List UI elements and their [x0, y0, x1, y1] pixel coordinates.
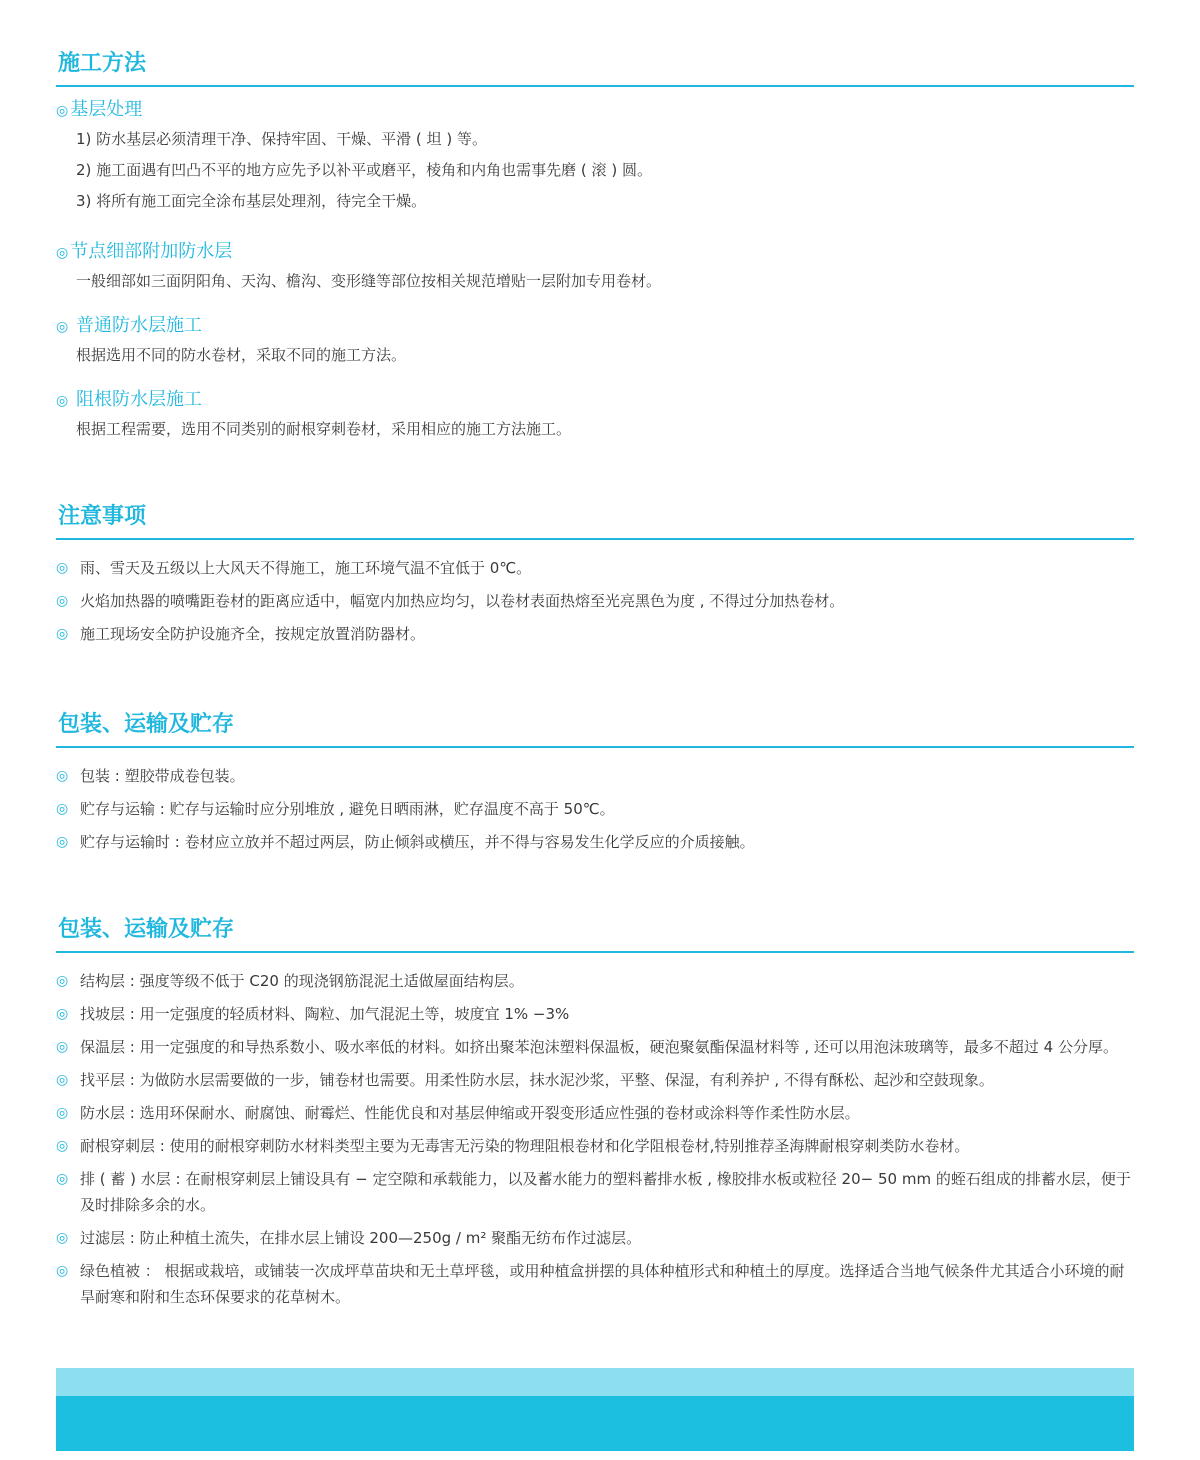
- circle-marker-icon: ◎: [56, 801, 69, 817]
- circle-marker-icon: ◎: [56, 319, 69, 335]
- circle-marker-icon: ◎: [56, 1072, 69, 1088]
- paragraph-line: 1) 防水基层必须清理干净、保持牢固、干燥、平滑 ( 坦 ) 等。: [76, 130, 487, 148]
- section-packing-storage: [56, 705, 1134, 855]
- circle-marker-icon: ◎: [56, 626, 69, 642]
- list-item: ◎ 贮存与运输时 : 卷材应立放并不超过两层，防止倾斜或横压，并不得与容易发生化学反应的介质接触。: [56, 829, 1134, 855]
- list-item: ◎ 火焰加热器的喷嘴距卷材的距离应适中，幅宽内加热应均匀，以卷材表面热熔至光亮黑色为度 , 不得过分加热卷材。: [56, 588, 1134, 614]
- paragraph-line: 根据工程需要，选用不同类别的耐根穿刺卷材，采用相应的施工方法施工。: [76, 420, 572, 438]
- list-item: ◎ 防水层 : 选用环保耐水、耐腐蚀、耐霉烂、性能优良和对基层伸缩或开裂变形适应性强的卷材或涂料等作柔性防水层。: [56, 1100, 1134, 1126]
- list-item: ◎ 找平层 : 为做防水层需要做的一步，铺卷材也需要。用柔性防水层，抹水泥沙浆，平整、保湿，有利养护 , 不得有酥松、起沙和空鼓现象。: [56, 1067, 1134, 1093]
- footer-band-light: [56, 1368, 1134, 1396]
- section-precautions: [56, 497, 1134, 647]
- list-item: ◎ 耐根穿刺层 : 使用的耐根穿刺防水材料类型主要为无毒害无污染的物理阻根卷材和化学阻根卷材,特别推荐圣海牌耐根穿刺类防水卷材。: [56, 1133, 1134, 1159]
- circle-marker-icon: ◎: [56, 1006, 69, 1022]
- section-title: 包装、运输及贮存: [58, 917, 235, 942]
- list-item: ◎ 找坡层 : 用一定强度的轻质材料、陶粒、加气混泥土等，坡度宜 1% −3%: [56, 1001, 1134, 1027]
- circle-marker-icon: ◎: [56, 593, 69, 609]
- list-item: ◎ 包装 : 塑胶带成卷包装。: [56, 763, 1134, 789]
- circle-marker-icon: ◎: [56, 768, 69, 784]
- list-item: ◎ 保温层 : 用一定强度的和导热系数小、吸水率低的材料。如挤出聚苯泡沫塑料保温板，硬泡聚氨酯保温材料等 , 还可以用泡沫玻璃等，最多不超过 4 公分厚。: [56, 1034, 1134, 1060]
- section-title: 包装、运输及贮存: [58, 712, 235, 737]
- circle-marker-icon: ◎: [56, 834, 69, 850]
- circle-marker-icon: ◎: [56, 1105, 69, 1121]
- list-item: ◎ 过滤层 : 防止种植土流失，在排水层上铺设 200—250g / m² 聚酯无纺布作过滤层。: [56, 1225, 1134, 1251]
- footer-band-dark: [56, 1396, 1134, 1451]
- list-item: ◎ 结构层 : 强度等级不低于 C20 的现浇钢筋混泥土适做屋面结构层。: [56, 968, 1134, 994]
- list-item: ◎ 施工现场安全防护设施齐全，按规定放置消防器材。: [56, 621, 1134, 647]
- circle-marker-icon: ◎: [56, 103, 69, 119]
- subsection-title: ◎ 基层处理: [56, 99, 143, 120]
- circle-marker-icon: ◎: [56, 973, 69, 989]
- circle-marker-icon: ◎: [56, 1230, 69, 1246]
- section-divider: [56, 85, 1134, 87]
- paragraph-line: 一般细部如三面阴阳角、天沟、檐沟、变形缝等部位按相关规范增贴一层附加专用卷材。: [76, 272, 662, 290]
- list-item: ◎ 排 ( 蓄 ) 水层 : 在耐根穿刺层上铺设具有 − 定空隙和承载能力，以及蓄水能力的塑料蓄排水板 , 橡胶排水板或粒径 20− 50 mm 的蛭石组成的排蓄水层，便于及时排除多余的水。: [56, 1166, 1134, 1218]
- paragraph-line: 2) 施工面遇有凹凸不平的地方应先予以补平或磨平，棱角和内角也需事先磨 ( 滚 ) 圆。: [76, 161, 652, 179]
- section-structure-layers: [56, 910, 1134, 1310]
- circle-marker-icon: ◎: [56, 393, 69, 409]
- list-item: ◎ 雨、雪天及五级以上大风天不得施工，施工环境气温不宜低于 0℃。: [56, 555, 1134, 581]
- section-title: 注意事项: [58, 504, 147, 529]
- paragraph-line: 3) 将所有施工面完全涂布基层处理剂，待完全干燥。: [76, 192, 427, 210]
- paragraph-line: 根据选用不同的防水卷材，采取不同的施工方法。: [76, 346, 407, 364]
- section-construction-method: [56, 44, 1134, 445]
- circle-marker-icon: ◎: [56, 245, 69, 261]
- subsection-title: ◎ 节点细部附加防水层: [56, 241, 233, 262]
- circle-marker-icon: ◎: [56, 1138, 69, 1154]
- list-item: ◎ 贮存与运输 : 贮存与运输时应分别堆放 , 避免日晒雨淋，贮存温度不高于 50℃。: [56, 796, 1134, 822]
- list-item: ◎ 绿色植被 ： 根据或栽培，或铺装一次成坪草苗块和无土草坪毯，或用种植盒拼摆的具体种植形式和种植土的厚度。选择适合当地气候条件尤其适合小环境的耐旱耐寒和附和生态环保要求的花草树木。: [56, 1258, 1134, 1310]
- subsection-title: ◎ 阻根防水层施工: [56, 389, 202, 410]
- circle-marker-icon: ◎: [56, 1263, 69, 1279]
- circle-marker-icon: ◎: [56, 1039, 69, 1055]
- circle-marker-icon: ◎: [56, 560, 69, 576]
- circle-marker-icon: ◎: [56, 1171, 69, 1187]
- section-title: 施工方法: [58, 51, 147, 76]
- subsection-title: ◎ 普通防水层施工: [56, 315, 202, 336]
